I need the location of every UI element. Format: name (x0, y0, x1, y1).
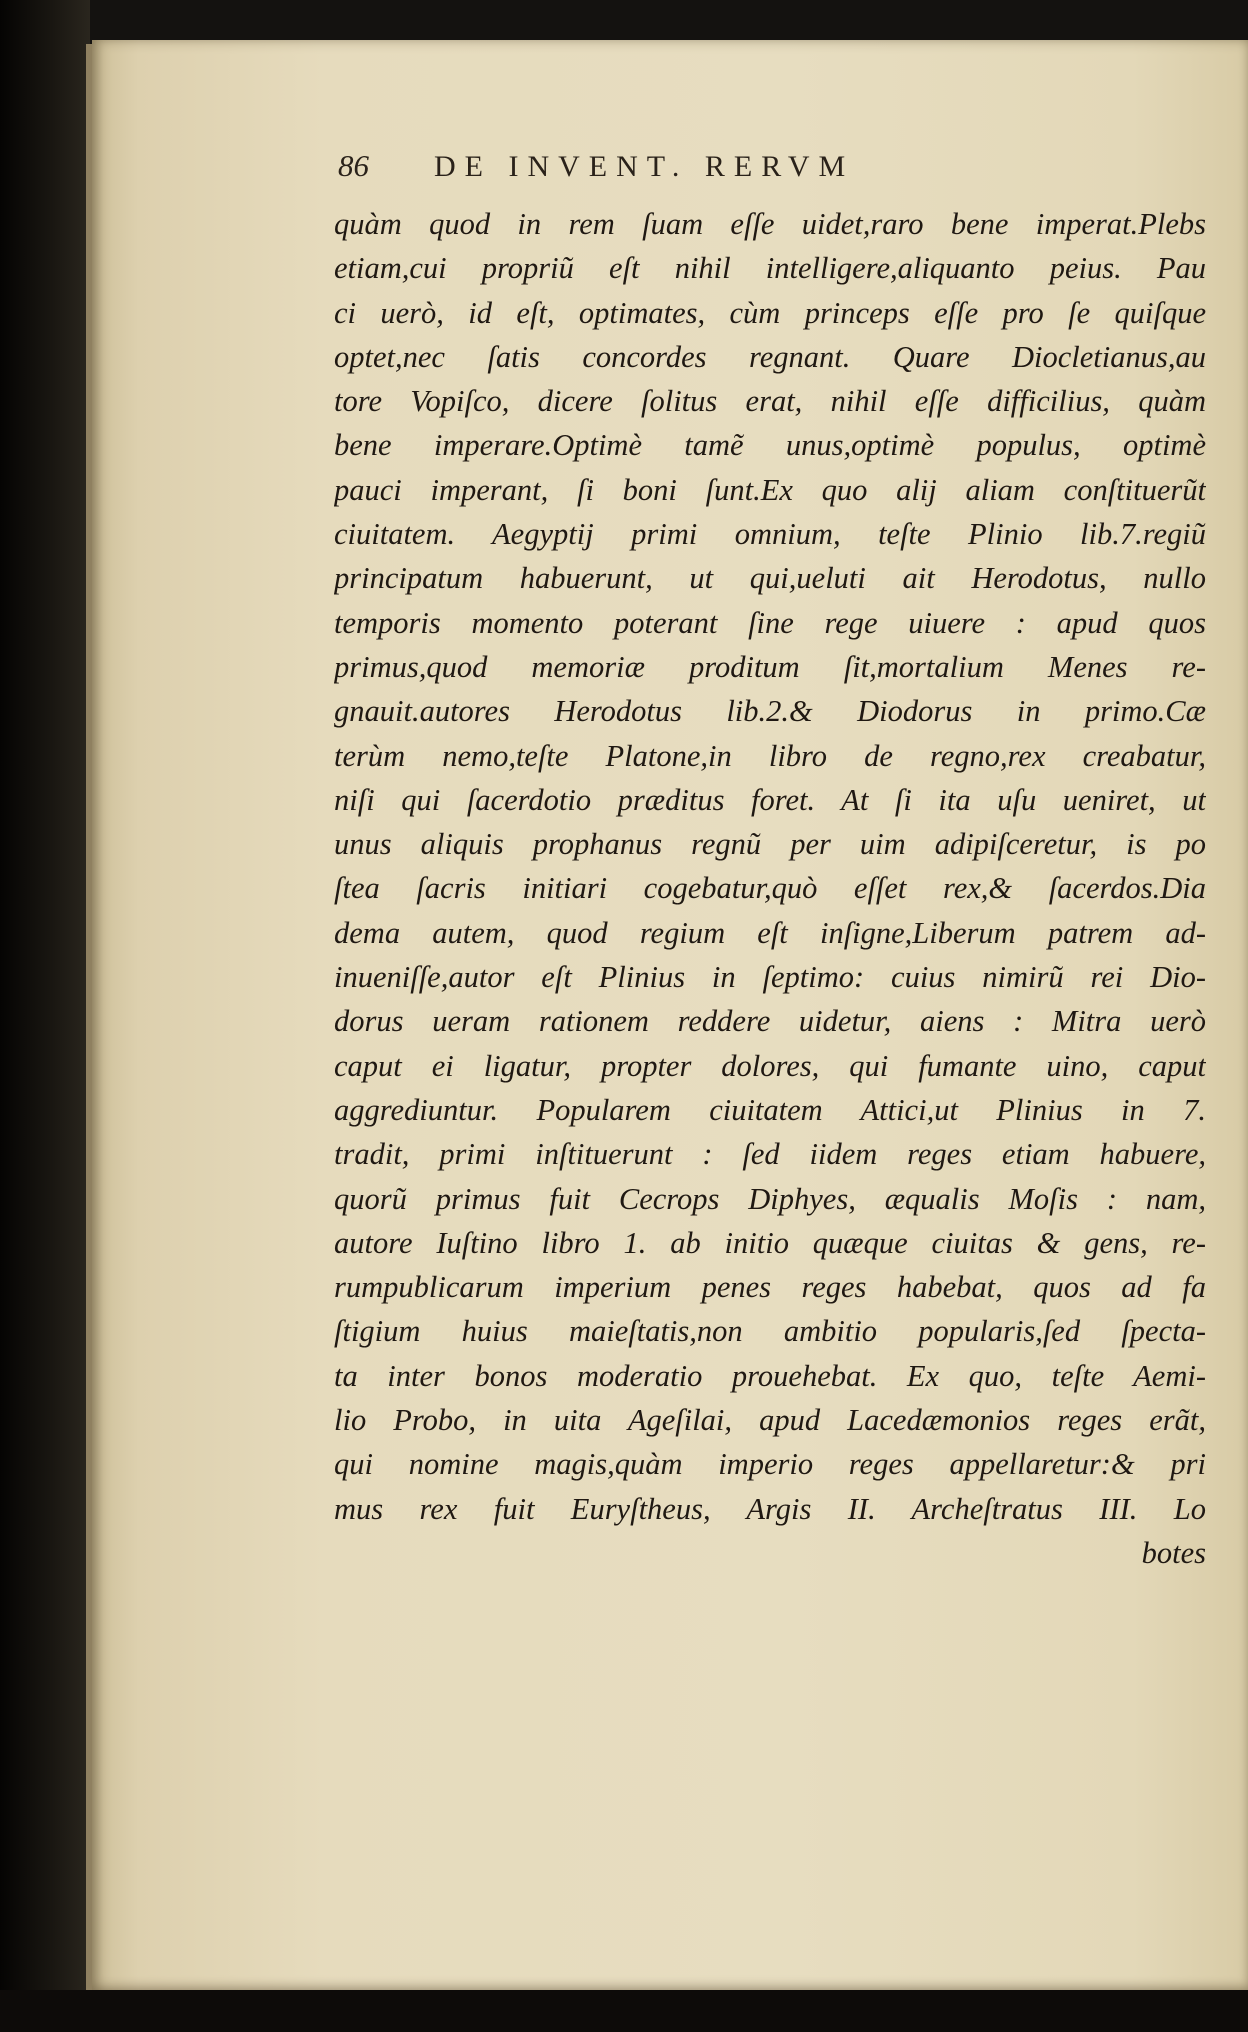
text-line: dema autem, quod regium eſt inſigne,Liberum patrem ad- (334, 915, 1206, 950)
text-line: ſtea ſacris initiari cogebatur,quò eſſet rex,& ſacerdos.Dia (334, 871, 1206, 906)
page-number: 86 (338, 148, 369, 183)
text-line: dorus ueram rationem reddere uidetur, aiens : Mitra uerò (334, 1004, 1206, 1039)
text-line: etiam,cui propriũ eſt nihil intelligere,aliquanto peius. Pau (334, 251, 1206, 286)
text-line: unus aliquis prophanus regnũ per uim adipiſceretur, is po (334, 827, 1206, 862)
text-line: qui nomine magis,quàm imperio reges appellaretur:& pri (334, 1447, 1206, 1482)
text-line: principatum habuerunt, ut qui,ueluti ait Herodotus, nullo (334, 561, 1206, 596)
text-line: quorũ primus fuit Cecrops Diphyes, æqualis Moſis : nam, (334, 1181, 1206, 1216)
text-line: gnauit.autores Herodotus lib.2.& Diodorus in primo.Cæ (334, 694, 1206, 729)
catchword: botes (1141, 1535, 1206, 1570)
text-line: niſi qui ſacerdotio præditus foret. At ſi ita uſu ueniret, ut (334, 782, 1206, 817)
text-line: ſtigium huius maieſtatis,non ambitio popularis,ſed ſpecta- (334, 1314, 1206, 1349)
text-line: ci uerò, id eſt, optimates, cùm princeps eſſe pro ſe quiſque (334, 295, 1206, 330)
text-line: ciuitatem. Aegyptij primi omnium, teſte Plinio lib.7.regiũ (334, 517, 1206, 552)
bottom-border (0, 1990, 1248, 2032)
text-line: bene imperare.Optimè tamẽ unus,optimè populus, optimè (334, 428, 1206, 463)
body-text (334, 202, 1206, 1575)
text-line: tradit, primi inſtituerunt : ſed iidem reges etiam habuere, (334, 1137, 1206, 1172)
running-head: DE INVENT. RERVM (434, 150, 855, 183)
text-line: mus rex fuit Euryſtheus, Argis II. Archeſtratus III. Lo (334, 1491, 1206, 1526)
text-line: rumpublicarum imperium penes reges habebat, quos ad fa (334, 1270, 1206, 1305)
page-header (338, 148, 1218, 192)
text-line: lio Probo, in uita Ageſilai, apud Lacedæmonios reges erãt, (334, 1403, 1206, 1438)
text-line: optet,nec ſatis concordes regnant. Quare Diocletianus,au (334, 339, 1206, 374)
text-line: terùm nemo,teſte Platone,in libro de regno,rex creabatur, (334, 738, 1206, 773)
text-line: temporis momento poterant ſine rege uiuere : apud quos (334, 605, 1206, 640)
text-line: pauci imperant, ſi boni ſunt.Ex quo alij aliam conſtituerũt (334, 472, 1206, 507)
text-line: primus,quod memoriæ proditum ſit,mortalium Menes re- (334, 649, 1206, 684)
text-line: aggrediuntur. Popularem ciuitatem Attici,ut Plinius in 7. (334, 1092, 1206, 1127)
text-line: quàm quod in rem ſuam eſſe uidet,raro bene imperat.Plebs (334, 207, 1206, 241)
text-line: autore Iuſtino libro 1. ab initio quæque ciuitas & gens, re- (334, 1225, 1206, 1260)
text-line: ta inter bonos moderatio prouehebat. Ex quo, teſte Aemi- (334, 1358, 1206, 1393)
text-line: tore Vopiſco, dicere ſolitus erat, nihil eſſe difficilius, quàm (334, 384, 1206, 419)
text-line: inueniſſe,autor eſt Plinius in ſeptimo: cuius nimirũ rei Dio- (334, 960, 1206, 995)
text-line: caput ei ligatur, propter dolores, qui fumante uino, caput (334, 1048, 1206, 1083)
book-gutter-shadow (0, 0, 90, 2032)
